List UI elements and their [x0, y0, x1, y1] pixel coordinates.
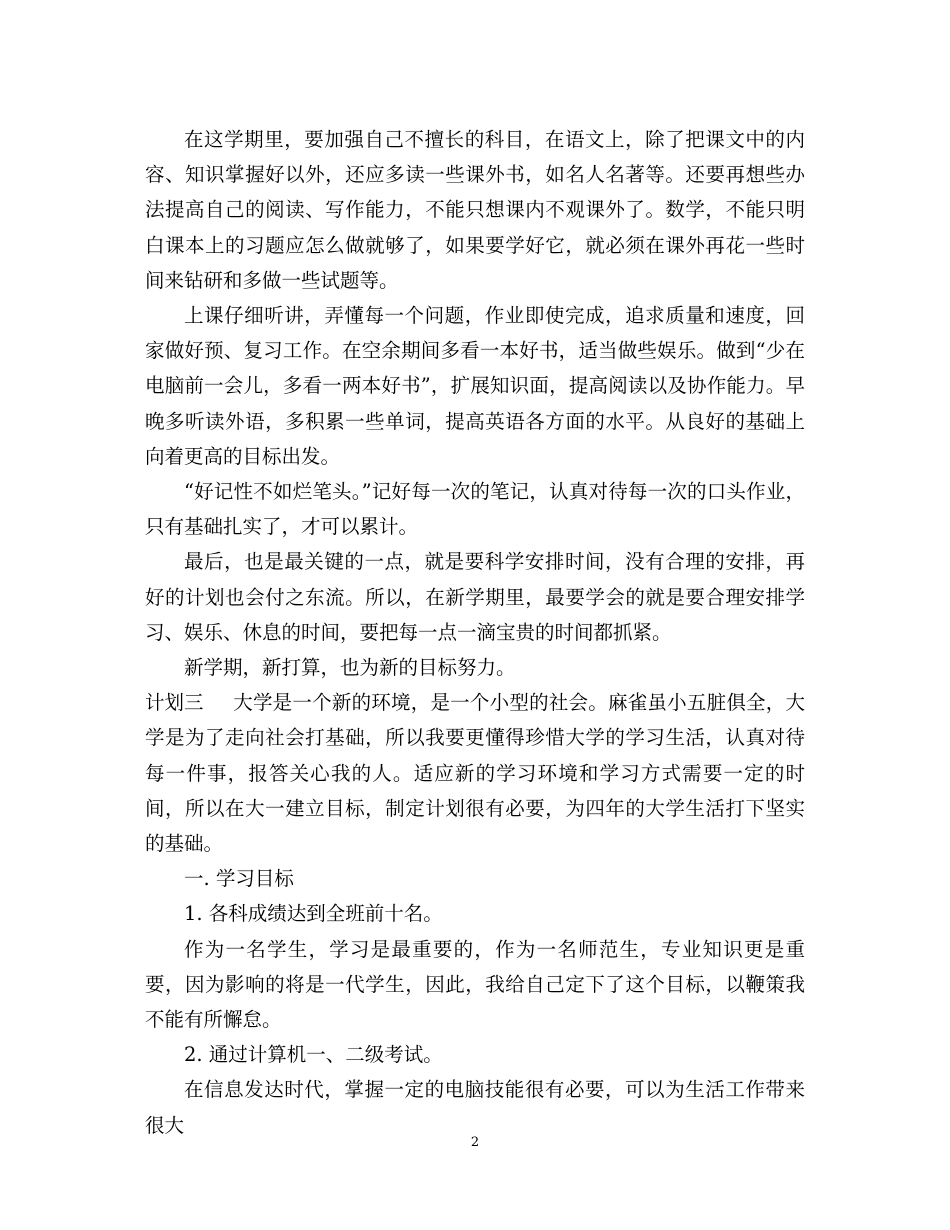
- paragraph-new-semester: 新学期，新打算，也为新的目标努力。: [184, 656, 516, 680]
- paragraph-time-management: 最后，也是最关键的一点，就是要科学安排时间，没有合理的安排，再好的计划也会付之东流。所以，在新学期里，最要学会的就是要合理安排学习、娱乐、休息的时间，要把每一点一滴宝贵的时间都抓紧。: [145, 550, 805, 644]
- item2-paragraph: 在信息发达时代，掌握一定的电脑技能很有必要，可以为生活工作带来很大: [145, 1078, 805, 1137]
- section-heading: 一. 学习目标: [184, 867, 294, 891]
- item2-heading: 2. 通过计算机一、二级考试。: [184, 1043, 443, 1067]
- plan-three-text: 大学是一个新的环境，是一个小型的社会。麻雀虽小五脏俱全，大学是为了走向社会打基础，所以我要更懂得珍惜大学的学习生活，认真对待每一件事，报答关心我的人。适应新的学习环境和学习方式需要一定的时间，所以在大一建立目标，制定计划很有必要，为四年的大学生活打下坚实的基础。: [145, 691, 805, 856]
- paragraph-class-habits: 上课仔细听讲，弄懂每一个问题，作业即使完成，追求质量和速度，回家做好预、复习工作。在空余期间多看一本好书，适当做些娱乐。做到“少在电脑前一会儿，多看一两本好书”，扩展知识面，提高阅读以及协作能力。早晚多听读外语，多积累一些单词，提高英语各方面的水平。从良好的基础上向着更高的目标出发。: [145, 304, 805, 468]
- page-number: 2: [470, 1135, 480, 1150]
- item1-heading: 1. 各科成绩达到全班前十名。: [184, 902, 443, 926]
- document-body: [145, 122, 805, 1143]
- paragraph-plan-three: [145, 685, 805, 861]
- paragraph-notes: “好记性不如烂笔头。”记好每一次的笔记，认真对待每一次的口头作业，只有基础扎实了，才可以累计。: [145, 480, 805, 539]
- plan-label: 计划三: [145, 691, 204, 715]
- paragraph-study-subjects: 在这学期里，要加强自己不擅长的科目，在语文上，除了把课文中的内容、知识掌握好以外，还应多读一些课外书，如名人名著等。还要再想些办法提高自己的阅读、写作能力，不能只想课内不观课外了。数学，不能只明白课本上的习题应怎么做就够了，如果要学好它，就必须在课外再花一些时间来钻研和多做一些试题等。: [145, 128, 805, 292]
- item1-paragraph: 作为一名学生，学习是最重要的，作为一名师范生，专业知识更是重要，因为影响的将是一代学生，因此，我给自己定下了这个目标，以鞭策我不能有所懈怠。: [145, 937, 805, 1032]
